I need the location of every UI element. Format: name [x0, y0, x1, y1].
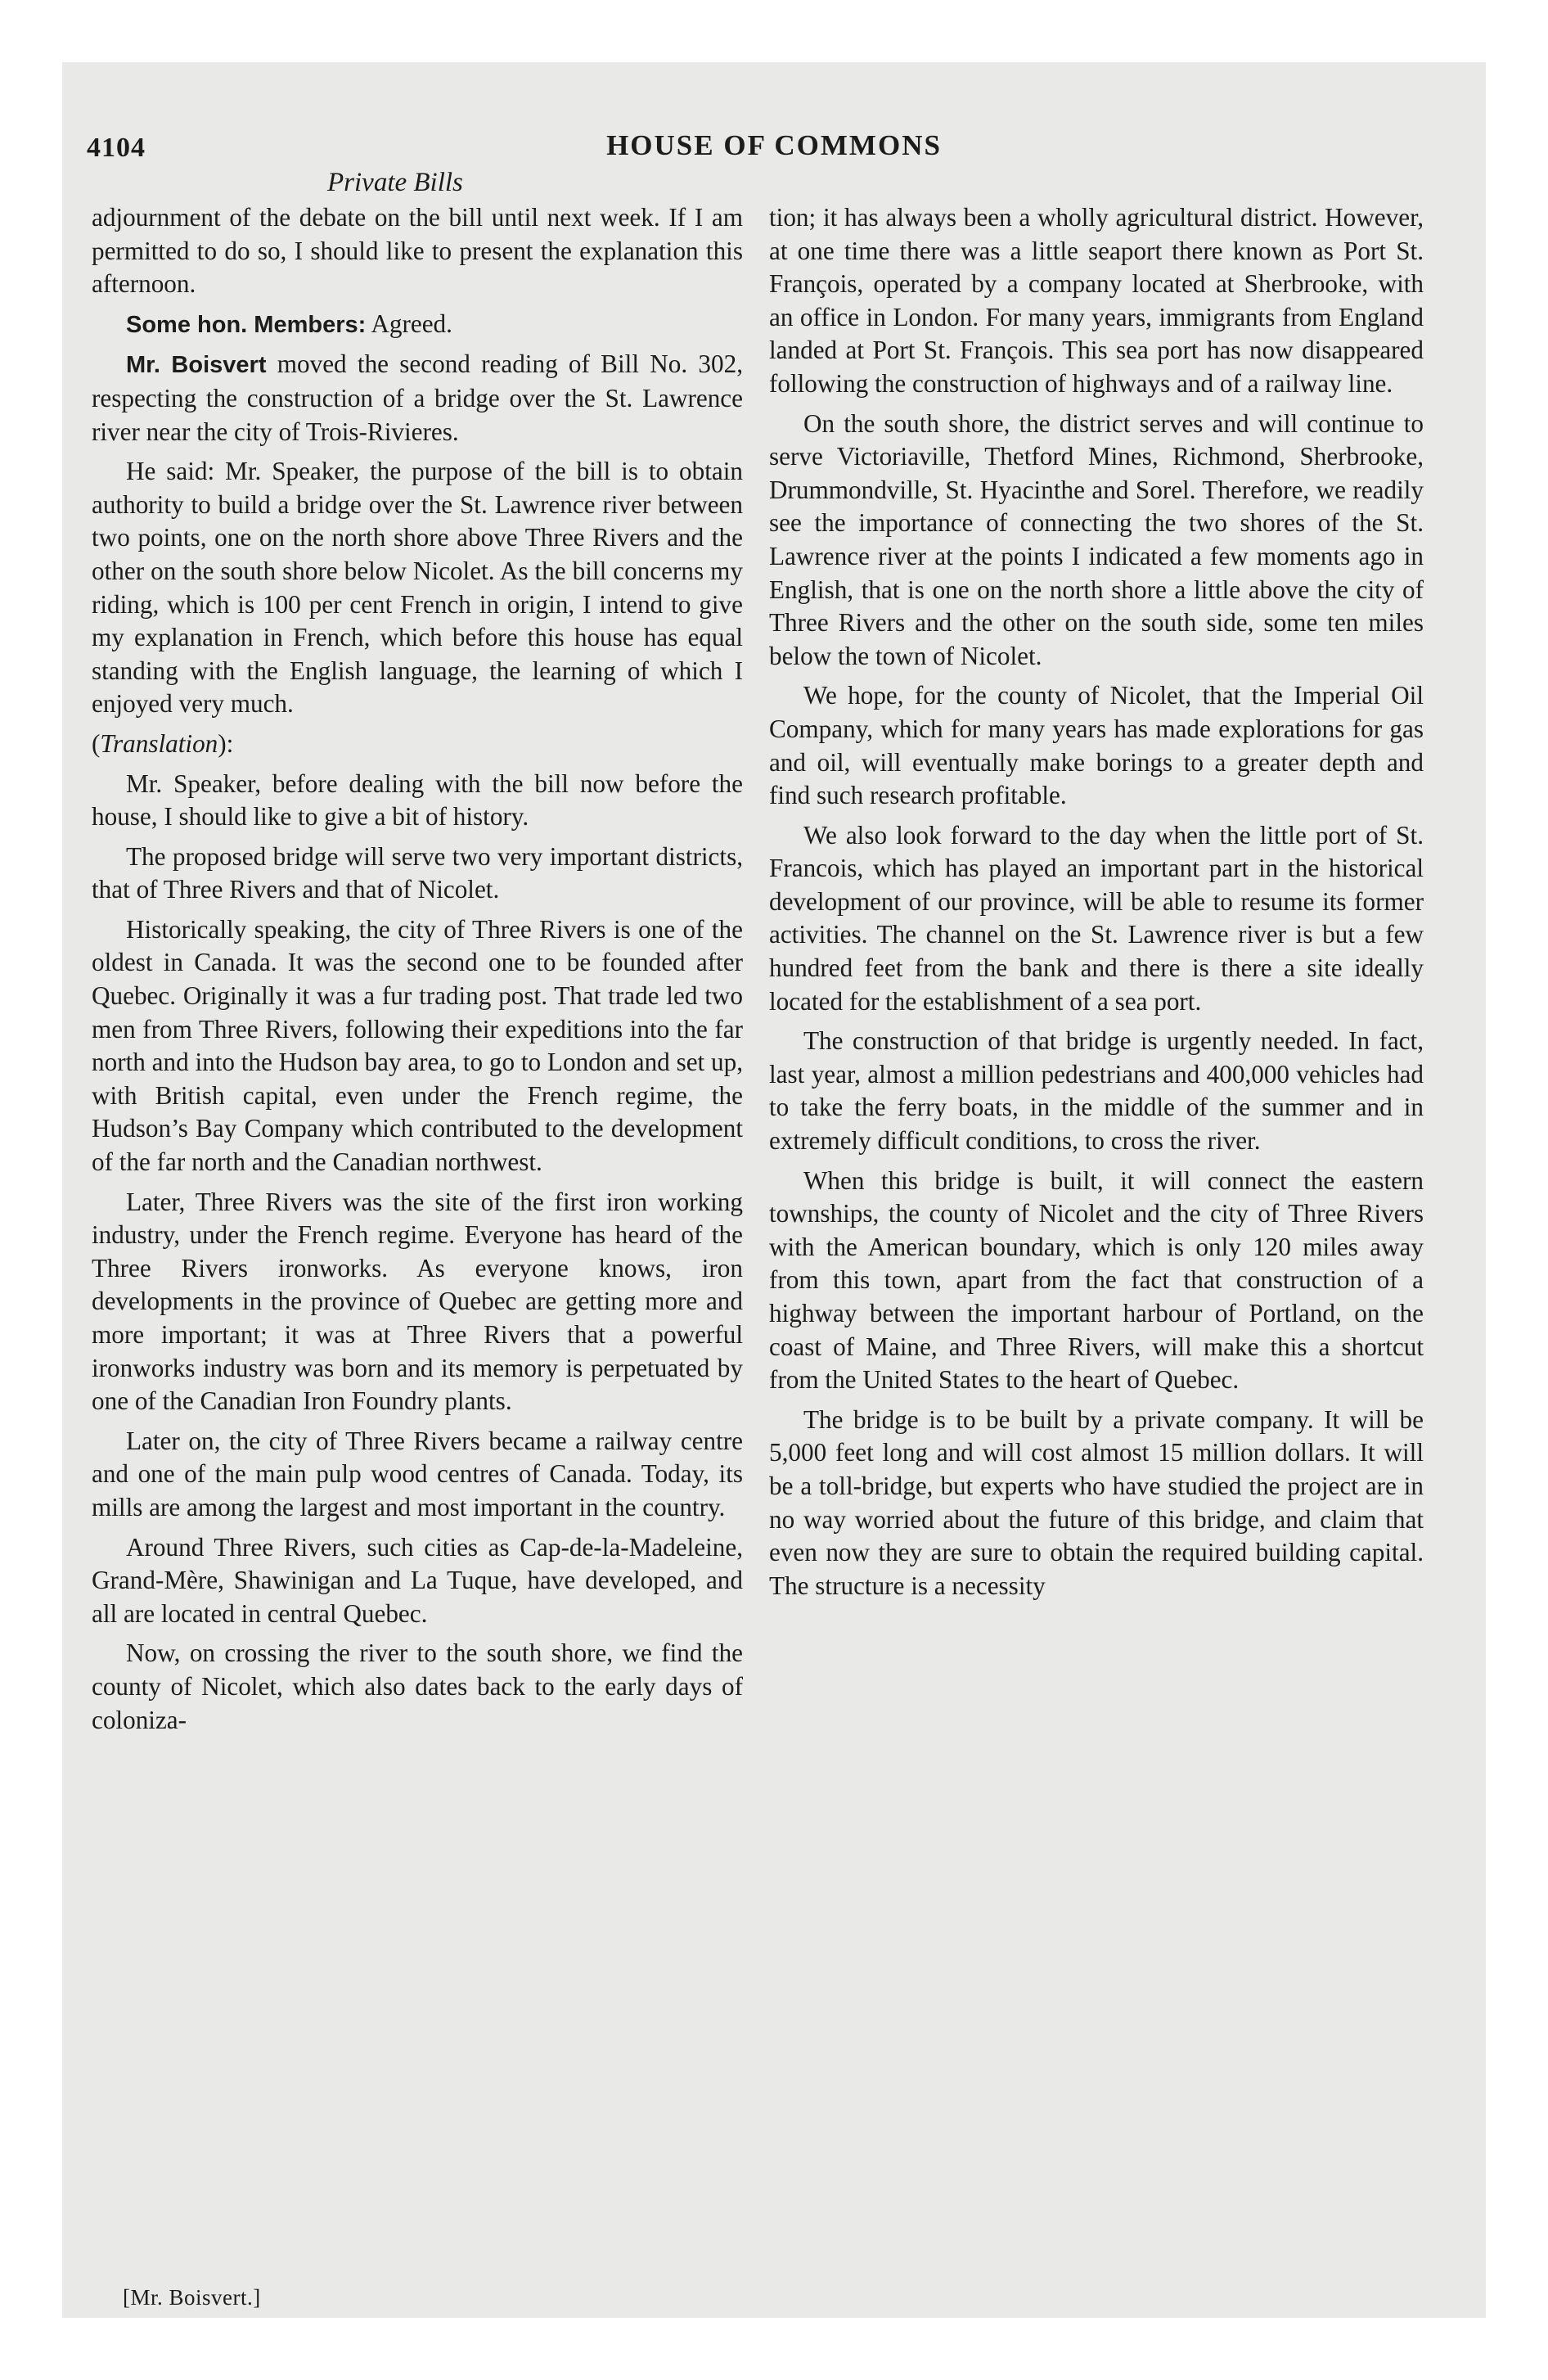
left-column: [92, 201, 743, 1743]
paragraph: On the south shore, the district serves and will continue to serve Victoriaville, Thetford Mines, Richmond, Sherbrooke, Drummondville, St. Hyacinthe and Sorel. Therefore, we readily see the importance of connecting the two shores of the St. Lawrence river at the points I indicated a few moments ago in English, that is one on the north shore a little above the city of Three Rivers and the other on the south side, some ten miles below the town of Nicolet.: [769, 408, 1424, 670]
paragraph: adjournment of the debate on the bill until next week. If I am permitted to do so, I should like to present the explanation this afternoon.: [92, 203, 743, 299]
paragraph: Now, on crossing the river to the south shore, we find the county of Nicolet, which also dates back to the early days of coloniza-: [92, 1639, 743, 1734]
paragraph: Later, Three Rivers was the site of the first iron working industry, under the French regime. Everyone has heard of the Three Rivers ironworks. As everyone knows, iron developments in the province of Quebec are getting more and more important; it was at Three Rivers that a powerful ironworks industry was born and its memory is perpetuated by one of the Canadian Iron Foundry plants.: [92, 1187, 743, 1416]
paragraph: We hope, for the county of Nicolet, that the Imperial Oil Company, which for many years has made explorations for gas and oil, will eventually make borings to a greater depth and find such research profitable.: [769, 681, 1424, 810]
paragraph: Historically speaking, the city of Three Rivers is one of the oldest in Canada. It was the second one to be founded after Quebec. Originally it was a fur trading post. That trade led two men from Three Rivers, following their expeditions into the far north and into the Hudson bay area, to go to London and set up, with British capital, even under the French regime, the Hudson’s Bay Company which contributed to the development of the far north and the Canadian northwest.: [92, 914, 743, 1177]
paragraph: He said: Mr. Speaker, the purpose of the bill is to obtain authority to build a bridge over the St. Lawrence river between two points, one on the north shore above Three Rivers and the other on the south shore below Nicolet. As the bill concerns my riding, which is 100 per cent French in origin, I intend to give my explanation in French, which before this house has equal standing with the English language, the learning of which I enjoyed very much.: [92, 457, 743, 719]
paragraph: Later on, the city of Three Rivers became a railway centre and one of the main pulp wood centres of Canada. Today, its mills are among the largest and most important in the country.: [92, 1426, 743, 1521]
running-head-title: HOUSE OF COMMONS: [606, 129, 942, 161]
speaker-name: Some hon. Members:: [126, 311, 367, 338]
page-number: 4104: [87, 133, 146, 163]
paragraph: Around Three Rivers, such cities as Cap-de-la-Madeleine, Grand-Mère, Shawinigan and La Tuque, have developed, and all are located in central Quebec.: [92, 1532, 743, 1628]
paragraph-text: moved the second reading of Bill No. 302, respecting the construction of a bridge over the St. Lawrence river near the city of Trois-Rivieres.: [92, 349, 744, 446]
paragraph: When this bridge is built, it will connect the eastern townships, the county of Nicolet and the city of Three Rivers with the American boundary, which is only 120 miles away from this town, apart from the fact that construction of a highway between the important harbour of Portland, on the coast of Maine, and Three Rivers, will make this a shortcut from the United States to the heart of Quebec.: [769, 1165, 1424, 1395]
paragraph: The construction of that bridge is urgently needed. In fact, last year, almost a million pedestrians and 400,000 vehicles had to take the ferry boats, in the middle of the summer and in extremely difficult conditions, to cross the river.: [769, 1026, 1424, 1156]
paragraph: [92, 308, 743, 342]
translation-label: (Translation):: [92, 728, 234, 758]
paragraph: The proposed bridge will serve two very important districts, that of Three Rivers and that of Nicolet.: [92, 841, 743, 904]
speaker-name: Mr. Boisvert: [126, 352, 267, 379]
paragraph: We also look forward to the day when the little port of St. Francois, which has played an important part in the historical development of our province, will be able to resume its former activities. The channel on the St. Lawrence river is but a few hundred feet from the bank and there is there a site ideally located for the establishment of a sea port.: [769, 820, 1424, 1016]
paragraph: [92, 348, 743, 449]
paragraph: The bridge is to be built by a private company. It will be 5,000 feet long and will cost almost 15 million dollars. It will be a toll-bridge, but experts who have studied the project are in no way worried about the future of this bridge, and claim that even now they are sure to obtain the required building capital. The structure is a necessity: [769, 1404, 1424, 1600]
paragraph: Mr. Speaker, before dealing with the bill now before the house, I should like to give a bit of history.: [92, 769, 743, 832]
paragraph: tion; it has always been a wholly agricultural district. However, at one time there was a little seaport there known as Port St. François, operated by a company located at Sherbrooke, with an office in London. For many years, immigrants from England landed at Port St. François. This sea port has now disappeared following the construction of highways and of a railway line.: [769, 203, 1424, 398]
speaker-footnote: [Mr. Boisvert.]: [123, 2285, 261, 2310]
right-column: [769, 201, 1424, 1609]
paragraph-text: Agreed.: [366, 309, 452, 338]
section-heading: Private Bills: [327, 168, 463, 197]
